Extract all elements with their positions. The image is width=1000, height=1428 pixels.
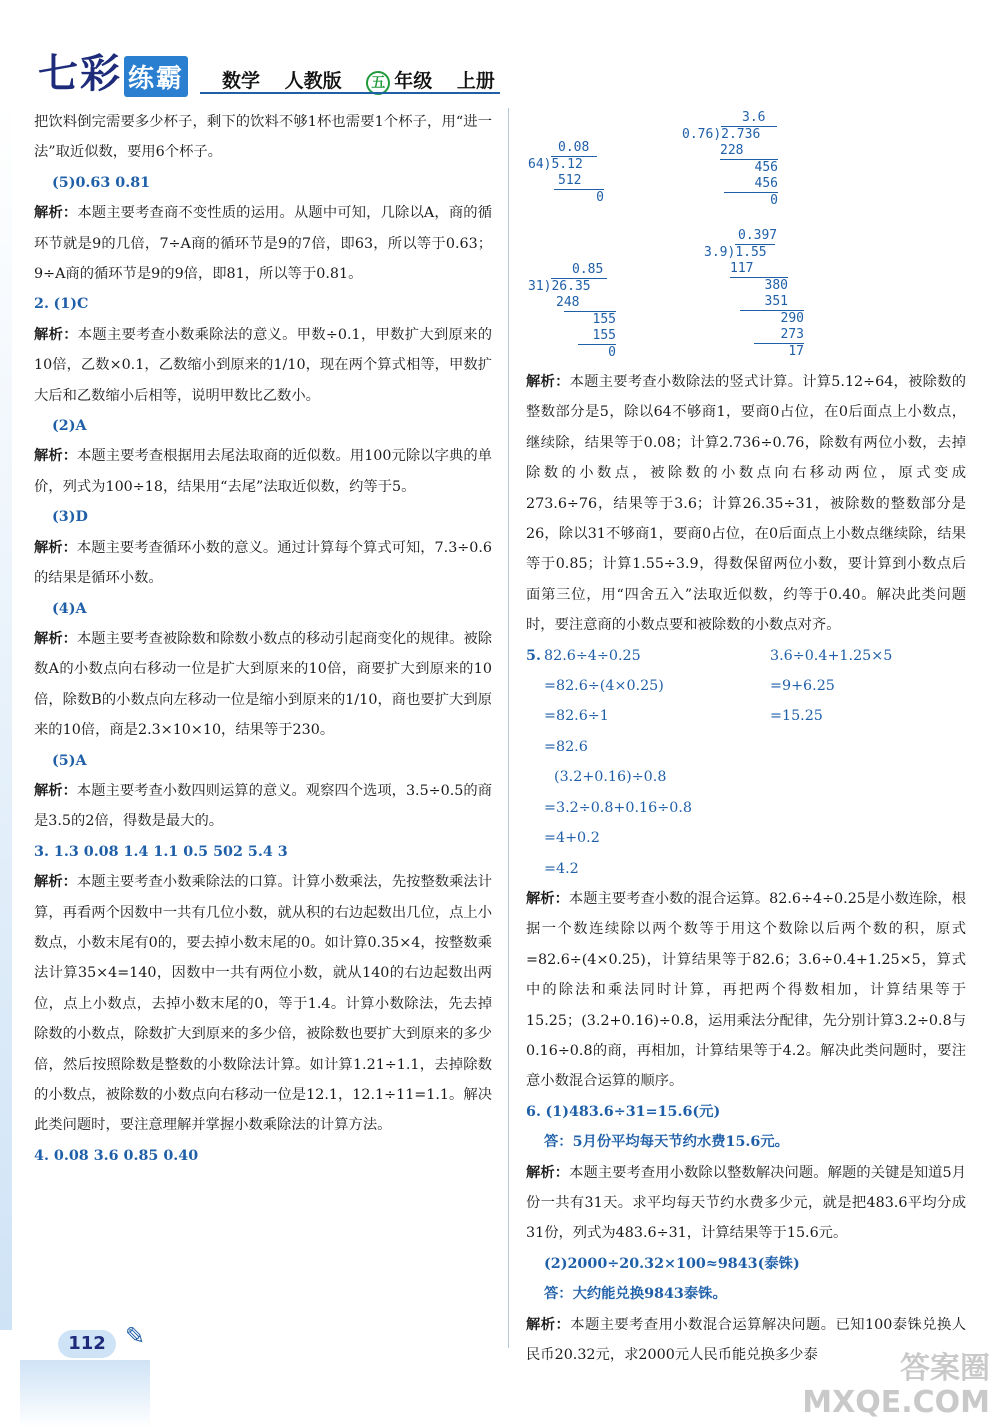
watermark: 答案圈 MXQE.COM bbox=[802, 1351, 990, 1420]
grade: 年级 bbox=[394, 70, 433, 92]
answer-statement: 答：5月份平均每天节约水费15.6元。 bbox=[544, 1134, 789, 1151]
answer: (2)2000÷20.32×100≈9843(泰铢) bbox=[544, 1255, 800, 1272]
answer: 6. (1)483.6÷31=15.6(元) bbox=[526, 1103, 721, 1120]
long-division-4: 0.397 3.9)1.55 117 380 351 290 273 17 bbox=[704, 228, 804, 359]
analysis: 解析：本题主要考查用小数混合运算解决问题。已知100泰铢兑换人民币20.32元，求2000元人民币能兑换多少泰 bbox=[526, 1316, 966, 1363]
calc-row: =82.6÷1 =15.25 bbox=[544, 708, 823, 725]
analysis: 解析：本题主要考查根据用去尾法取商的近似数。用100元除以字典的单价，列式为100÷18，结果用“去尾”法取近似数，约等于5。 bbox=[34, 448, 492, 495]
page-header bbox=[0, 0, 1000, 98]
answer: (5)0.63 0.81 bbox=[52, 174, 151, 191]
page-number: 112 bbox=[58, 1330, 116, 1358]
calc-row: 5. 82.6÷4÷0.25 3.6÷0.4+1.25×5 bbox=[526, 647, 893, 664]
right-column bbox=[526, 367, 966, 1370]
paragraph: 把饮料倒完需要多少杯子，剩下的饮料不够1杯也需要1个杯子，用“进一法”取近似数，要用6个杯子。 bbox=[34, 114, 492, 161]
footer-decor bbox=[20, 1360, 150, 1428]
volume: 上册 bbox=[456, 70, 495, 92]
answer: 4. 0.08 3.6 0.85 0.40 bbox=[34, 1147, 199, 1164]
edition: 人教版 bbox=[284, 70, 342, 92]
long-division-2: 3.6 0.76)2.736 228 456 456 0 bbox=[682, 110, 778, 208]
column-divider bbox=[508, 108, 509, 1348]
subject: 数学 bbox=[222, 70, 261, 92]
analysis: 解析：本题主要考查小数乘除法的意义。甲数÷0.1，甲数扩大到原来的10倍，乙数×0.1，乙数缩小到原来的1/10，现在两个算式相等，甲数扩大后和乙数缩小后相等，说明甲数比乙数小。 bbox=[34, 326, 493, 404]
answer: 2. (1)C bbox=[34, 296, 89, 313]
calc-row: (3.2+0.16)÷0.8 bbox=[554, 769, 667, 786]
answer: (4)A bbox=[52, 600, 87, 617]
answer: (3)D bbox=[52, 509, 88, 526]
analysis: 解析：本题主要考查被除数和除数小数点的移动引起商变化的规律。被除数A的小数点向右移动一位是扩大到原来的10倍，商要扩大到原来的10倍，除数B的小数点向左移动一位是缩小到原来的1/10，商也要扩大到原来的10倍，商是2.3×10×10，结果等于230。 bbox=[34, 630, 493, 739]
book-info bbox=[222, 66, 513, 95]
analysis: 解析：本题主要考查小数四则运算的意义。观察四个选项，3.5÷0.5的商是3.5的2倍，得数是最大的。 bbox=[34, 782, 493, 830]
left-decor-bar bbox=[0, 100, 12, 1330]
answer-statement: 答：大约能兑换9843泰铢。 bbox=[544, 1286, 727, 1303]
analysis: 解析：本题主要考查用小数除以整数解决问题。解题的关键是知道5月份一共有31天。求平均每天节约水费多少元，就是把483.6平均分成31份，列式为483.6÷31，计算结果等于15.6元。 bbox=[526, 1164, 967, 1242]
analysis: 解析：本题主要考查小数的混合运算。82.6÷4÷0.25是小数连除，根据一个数连续除以两个数等于用这个数除以后两个数的积，原式=82.6÷(4×0.25)，计算结果等于82.6；3.6÷0.4+1.25×5，算式中的除法和乘法同时计算，再把两个得数相加，计算结果等于15.25；(3.2+0.16)÷0.8，运用乘法分配律，先分别计算3.2÷0.8与0.16÷0.8的商，再相加，计算结果等于4.2。解决此类问题时，要注意小数混合运算的顺序。 bbox=[526, 890, 967, 1090]
long-division-1: 0.08 64)5.12 512 0 bbox=[528, 140, 604, 205]
analysis: 解析：本题主要考查小数除法的竖式计算。计算5.12÷64，被除数的整数部分是5，除以64不够商1，要商0占位，在0后面点上小数点，继续除，结果等于0.08；计算2.736÷0.76，除数有两位小数，去掉除数的小数点，被除数的小数点向右移动两位，原式变成273.6÷76，结果等于3.6；计算26.35÷31，被除数的整数部分是26，除以31不够商1，要商0占位，在0后面点上小数点继续除，结果等于0.85；计算1.55÷3.9，得数保留两位小数，要计算到小数点后面第三位，用“四舍五入”法取近似数，约等于0.40。解决此类问题时，要注意商的小数点要和被除数的小数点对齐。 bbox=[526, 374, 966, 634]
calc-row: =82.6 bbox=[544, 738, 588, 755]
long-division-3: 0.85 31)26.35 248 155 155 0 bbox=[528, 262, 616, 360]
calc-row: =4+0.2 bbox=[544, 830, 600, 847]
calc-row: =4.2 bbox=[544, 860, 579, 877]
calc-row: =3.2÷0.8+0.16÷0.8 bbox=[544, 799, 692, 816]
calc-row: =82.6÷(4×0.25) =9+6.25 bbox=[544, 678, 835, 695]
answer: (2)A bbox=[52, 418, 87, 435]
answer: 3. 1.3 0.08 1.4 1.1 0.5 502 5.4 3 bbox=[34, 843, 288, 860]
analysis: 解析：本题主要考查商不变性质的运用。从题中可知，几除以A，商的循环节就是9的几倍，7÷A商的循环节是9的7倍，即63，所以等于0.63；9÷A商的循环节是9的9倍，即81，所以等于0.81。 bbox=[34, 205, 492, 283]
analysis: 解析：本题主要考查小数乘除法的口算。计算小数乘法，先按整数乘法计算，再看两个因数中一共有几位小数，就从积的右边起数出几位，点上小数点，小数末尾有0的，要去掉小数末尾的0。如计算0.35×4，按整数乘法计算35×4=140，因数中一共有两位小数，就从140的右边起数出两位，点上小数点，去掉小数末尾的0，等于1.4。计算小数除法，先去掉除数的小数点，除数扩大到原来的多少倍，被除数也要扩大到原来的多少倍，然后按照除数是整数的小数除法计算。如计算1.21÷1.1，去掉除数的小数点，被除数的小数点向右移动一位是12.1，12.1÷11=1.1。解决此类问题时，要注意理解并掌握小数乘除法的计算方法。 bbox=[34, 874, 493, 1134]
grade-badge: 五 bbox=[366, 71, 390, 95]
brand-logo: 七彩 练霸 bbox=[38, 42, 188, 99]
header-rule bbox=[200, 92, 500, 94]
analysis: 解析：本题主要考查循环小数的意义。通过计算每个算式可知，7.3÷0.6的结果是循环小数。 bbox=[34, 539, 493, 587]
answer: (5)A bbox=[52, 752, 87, 769]
left-column bbox=[34, 107, 492, 1171]
pencil-icon: ✎ bbox=[125, 1322, 146, 1350]
